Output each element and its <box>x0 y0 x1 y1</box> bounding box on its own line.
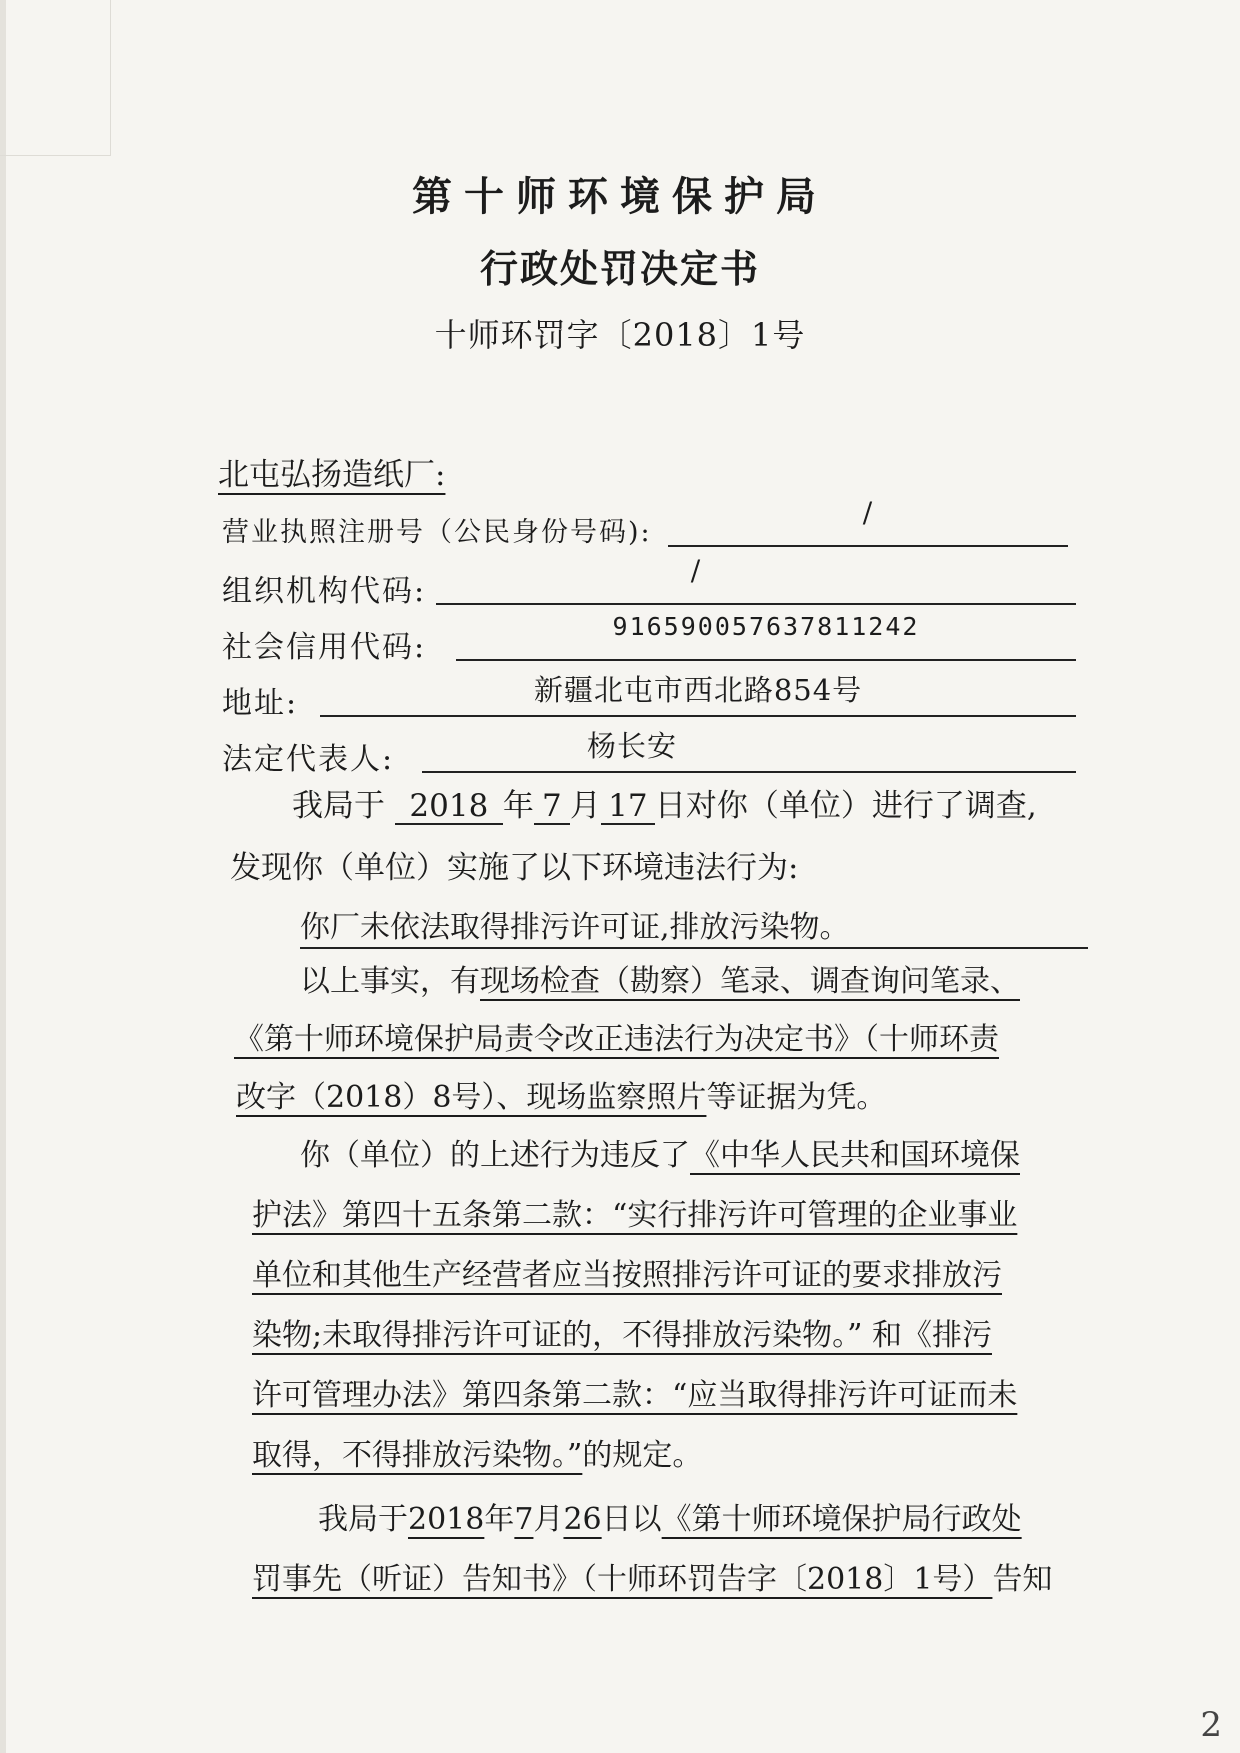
address-value: 新疆北屯市西北路854号 <box>533 673 863 707</box>
evidence-line-2: 《第十师环境保护局责令改正违法行为决定书》（十师环责 <box>234 1022 999 1057</box>
evidence-line-3 <box>236 1078 886 1118</box>
evidence-intro: 以上事实，有 <box>300 964 480 999</box>
law-line-4: 染物;未取得排污许可证的，不得排放污染物。” 和《排污 <box>252 1318 992 1353</box>
law-name: 《中华人民共和国环境保 <box>690 1138 1020 1173</box>
notice-day: 26 <box>563 1502 602 1537</box>
notice-line-1 <box>318 1500 1022 1540</box>
notice-prefix: 我局于 <box>318 1502 408 1537</box>
evidence-closing: 等证据为凭。 <box>706 1080 887 1115</box>
notice-line-2 <box>252 1560 1052 1600</box>
violation-text: 你厂未依法取得排污许可证,排放污染物。 <box>300 909 1088 949</box>
law-quote-end: 取得，不得排放污染物。” <box>252 1438 583 1473</box>
investigation-prefix: 我局于 <box>292 788 385 824</box>
law-line-1 <box>300 1136 1020 1176</box>
notice-suffix: 告知 <box>992 1562 1053 1597</box>
notice-year: 2018 <box>408 1502 485 1537</box>
org-code-rule <box>436 603 1076 605</box>
page-corner-mark: 2 <box>1200 1705 1222 1745</box>
law-closing: 的规定。 <box>582 1438 703 1473</box>
law-line-6 <box>252 1436 702 1476</box>
license-rule <box>668 545 1068 547</box>
license-value: / <box>862 496 874 529</box>
investigation-line-1 <box>292 786 1037 826</box>
investigation-year-unit: 年 <box>502 788 534 824</box>
document-type-title: 行政处罚决定书 <box>479 246 760 291</box>
law-line-3: 单位和其他生产经营者应当按照排污许可证的要求排放污 <box>252 1258 1002 1293</box>
credit-code-label: 社会信用代码: <box>222 630 427 665</box>
org-code-value: / <box>690 554 702 587</box>
law-line-2: 护法》第四十五条第二款：“实行排污许可管理的企业事业 <box>252 1198 1018 1233</box>
notice-month: 7 <box>514 1502 534 1537</box>
evidence-line-1 <box>300 962 1020 1002</box>
org-code-label: 组织机构代码: <box>222 574 427 609</box>
investigation-suffix: 日对你（单位）进行了调查, <box>654 788 1037 824</box>
violation-statement <box>300 908 1088 949</box>
evidence-records: 现场检查（勘察）笔录、调查询问笔录、 <box>480 964 1020 999</box>
credit-code-value: 91659005763781124​2 <box>612 612 920 641</box>
agency-title: 第十师环境保护局 <box>412 173 828 220</box>
page-fold-mark <box>0 0 111 156</box>
evidence-doc-ref: 改字（2018）8号）、现场监察照片 <box>236 1080 707 1115</box>
document-number: 十师环罚字〔2018〕1号 <box>434 316 806 354</box>
recipient-name: 北屯弘扬造纸厂: <box>218 457 446 493</box>
notice-doc-ref: 罚事先（听证）告知书》（十师环罚告字〔2018〕1号） <box>252 1562 993 1597</box>
address-label: 地址: <box>222 686 299 721</box>
investigation-year: 2018 <box>395 789 503 825</box>
legal-rep-rule <box>422 771 1076 773</box>
credit-code-rule <box>456 659 1076 661</box>
investigation-month-unit: 月 <box>569 788 601 824</box>
legal-rep-label: 法定代表人: <box>222 742 395 777</box>
law-intro: 你（单位）的上述行为违反了 <box>300 1138 690 1173</box>
license-label: 营业执照注册号（公民身份号码): <box>222 517 652 548</box>
law-line-5: 许可管理办法》第四条第二款：“应当取得排污许可证而未 <box>252 1378 1018 1413</box>
notice-day-unit: 日以 <box>601 1502 662 1537</box>
legal-rep-value: 杨长安 <box>586 729 677 763</box>
notice-month-unit: 月 <box>533 1502 564 1537</box>
notice-doc-title: 《第十师环境保护局行政处 <box>661 1502 1022 1537</box>
investigation-line-2: 发现你（单位）实施了以下环境违法行为: <box>230 850 799 886</box>
notice-year-unit: 年 <box>484 1502 515 1537</box>
investigation-day: 17 <box>601 789 655 825</box>
investigation-month: 7 <box>534 789 570 825</box>
address-rule <box>320 715 1076 717</box>
